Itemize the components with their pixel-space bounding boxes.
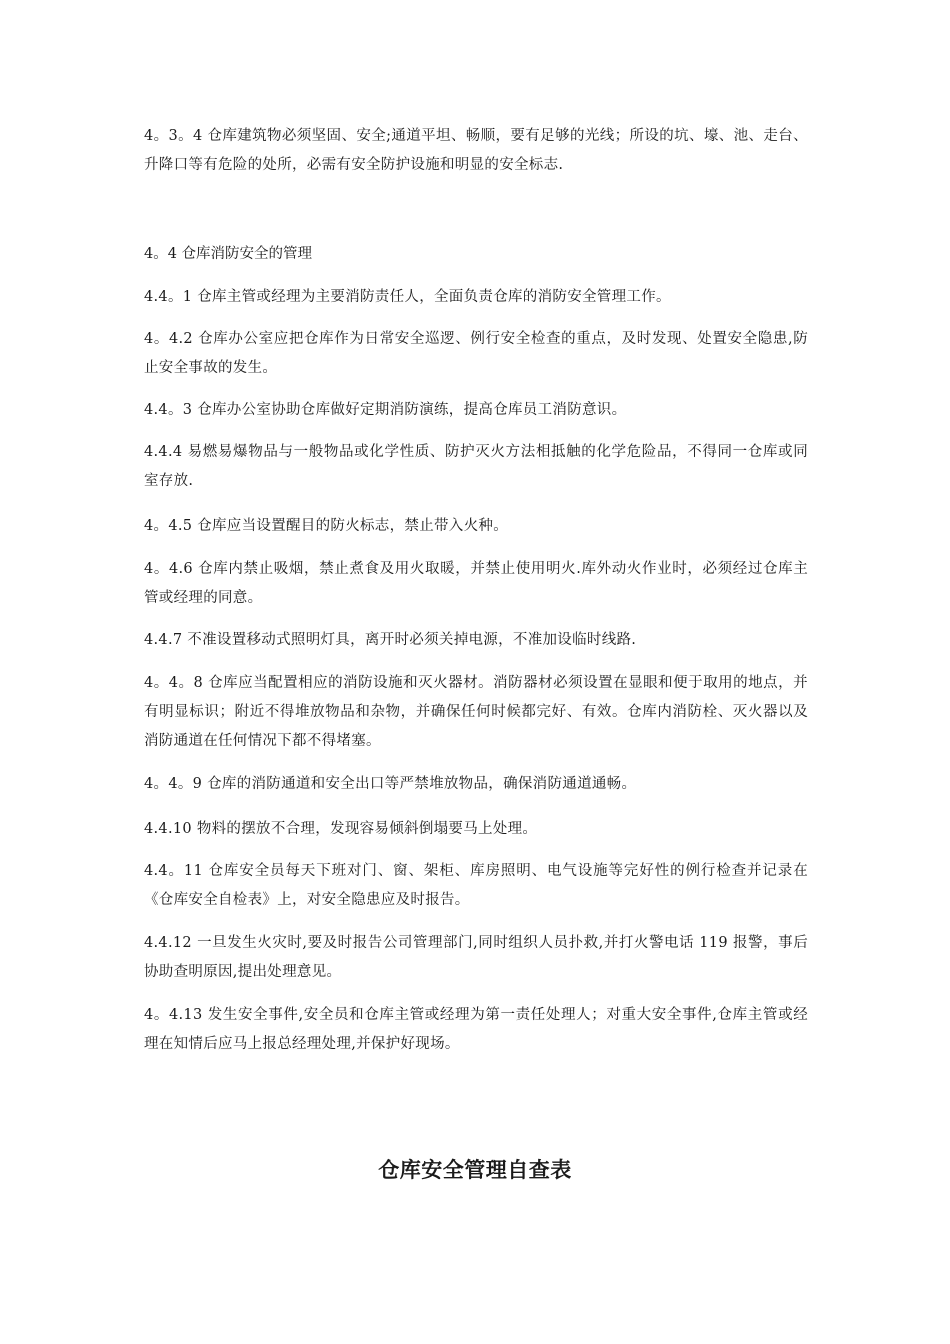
paragraph-4-3-4: 4。3。4 仓库建筑物必须坚固、安全;通道平坦、畅顺，要有足够的光线；所设的坑、壕、池、走台、升降口等有危险的处所，必需有安全防护设施和明显的安全标志. bbox=[144, 128, 808, 173]
paragraph-4-4-6: 4。4.6 仓库内禁止吸烟，禁止煮食及用火取暖，并禁止使用明火.库外动火作业时，必须经过仓库主管或经理的同意。 bbox=[144, 561, 808, 606]
paragraph-4-4-10: 4.4.10 物料的摆放不合理，发现容易倾斜倒塌要马上处理。 bbox=[144, 821, 538, 837]
paragraph-4-4-9: 4。4。9 仓库的消防通道和安全出口等严禁堆放物品，确保消防通道通畅。 bbox=[144, 776, 637, 792]
paragraph-4-4-5: 4。4.5 仓库应当设置醒目的防火标志，禁止带入火种。 bbox=[144, 518, 508, 534]
paragraph-4-4-11: 4.4。11 仓库安全员每天下班对门、窗、架柜、库房照明、电气设施等完好性的例行检查并记录在《仓库安全自检表》上，对安全隐患应及时报告。 bbox=[144, 863, 808, 908]
paragraph-4-4-12: 4.4.12 一旦发生火灾时,要及时报告公司管理部门,同时组织人员扑救,并打火警电话 119 报警，事后协助查明原因,提出处理意见。 bbox=[144, 935, 808, 980]
paragraph-4-4-7: 4.4.7 不准设置移动式照明灯具，离开时必须关掉电源，不准加设临时线路. bbox=[144, 632, 637, 648]
paragraph-4-4-13: 4。4.13 发生安全事件,安全员和仓库主管或经理为第一责任处理人；对重大安全事件,仓库主管或经理在知情后应马上报总经理处理,并保护好现场。 bbox=[144, 1007, 808, 1052]
paragraph-4-4-2: 4。4.2 仓库办公室应把仓库作为日常安全巡逻、例行安全检查的重点，及时发现、处置安全隐患,防止安全事故的发生。 bbox=[144, 331, 808, 376]
section-heading-4-4: 4。4 仓库消防安全的管理 bbox=[144, 246, 313, 262]
paragraph-4-4-3: 4.4。3 仓库办公室协助仓库做好定期消防演练，提高仓库员工消防意识。 bbox=[144, 402, 627, 418]
paragraph-4-4-1: 4.4。1 仓库主管或经理为主要消防责任人，全面负责仓库的消防安全管理工作。 bbox=[144, 289, 671, 305]
paragraph-4-4-4: 4.4.4 易燃易爆物品与一般物品或化学性质、防护灭火方法相抵触的化学危险品，不得同一仓库或同室存放. bbox=[144, 444, 808, 489]
table-title: 仓库安全管理自查表 bbox=[378, 1158, 572, 1182]
paragraph-4-4-8: 4。4。8 仓库应当配置相应的消防设施和灭火器材。消防器材必须设置在显眼和便于取用的地点，并有明显标识；附近不得堆放物品和杂物，并确保任何时候都完好、有效。仓库内消防栓、灭火器以及消防通道在任何情况下都不得堵塞。 bbox=[144, 675, 808, 749]
